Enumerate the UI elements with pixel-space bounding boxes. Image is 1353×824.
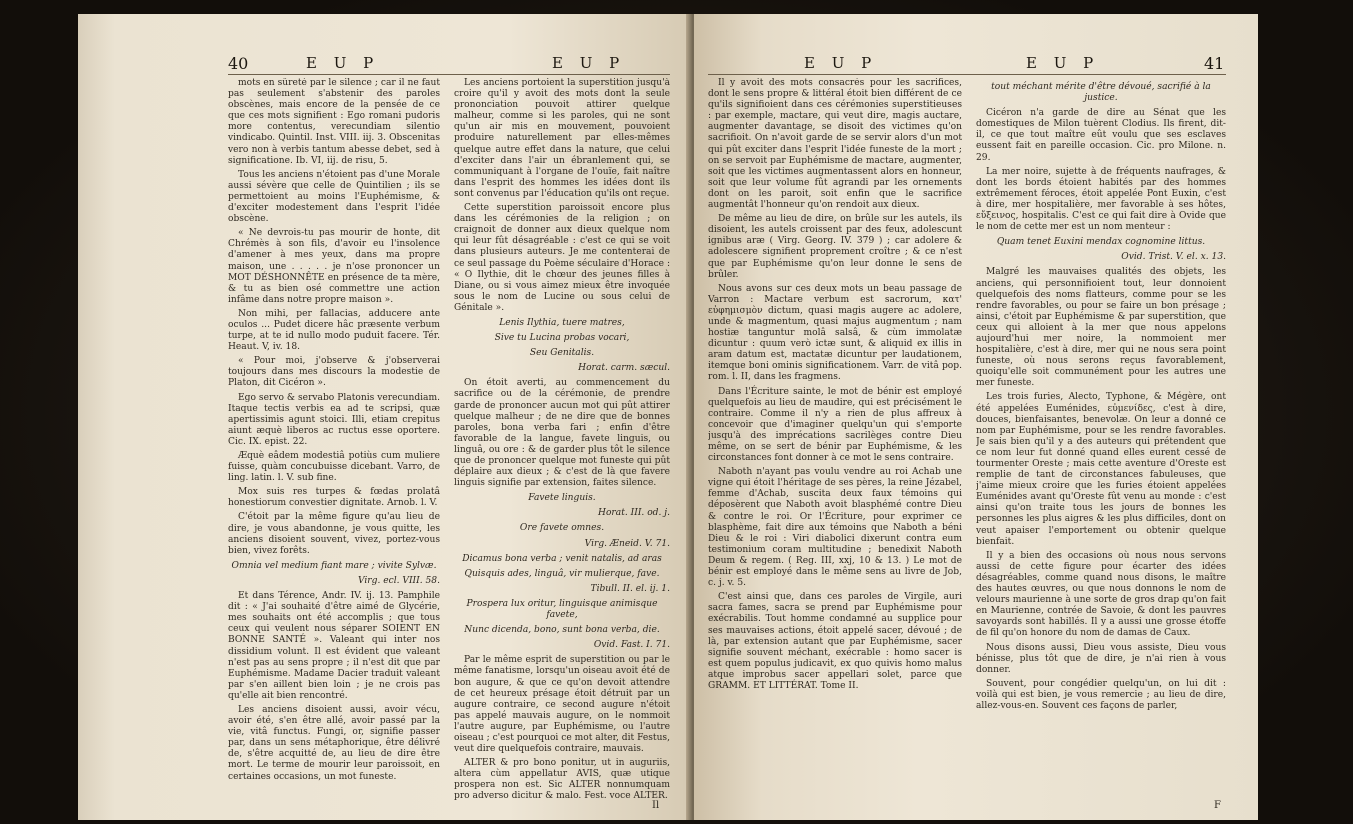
paragraph: Horat. III. od. j. [598,508,670,519]
paragraph: tout méchant mérite d'être dévoué, sacrifié à la justice. [991,82,1211,104]
paragraph: C'est ainsi que, dans ces paroles de Virgile, auri sacra fames, sacra se prend par Euphémisme pour exécrabilis. Tout homme condamné au supplice pour ses mauvaises actions, étoit appelé sacer, dévoué ; de là, par extension autant que par Euphémisme, sacer signifie souvent méchant, exécrable : homo sacer is est quem populus judicavit, ex quo quivis homo malus atque improbus sacer appellari solet, parce que GRAMM. ET LITTÉRAT. Tome II. [708,592,962,691]
left-page [78,14,692,820]
left-page-custos: Il [652,800,660,811]
paragraph: ALTER & pro bono ponitur, ut in auguriis, altera cùm appellatur AVIS, quæ utique prospera non est. Sic ALTER nonnumquam pro adverso dicitur & malo. Fest. voce ALTER. [454,758,670,802]
paragraph: Lenis Ilythia, tuere matres, [499,317,625,328]
paragraph: Cicéron n'a garde de dire au Sénat que les domestiques de Milon tuèrent Clodius. Ils firent, dit-il, ce que tout maître eût voulu que ses esclaves eussent fait en pareille occasion. Cic. pro Milone. n. 29. [976,108,1226,163]
paragraph: Virg. ecl. VIII. 58. [357,575,440,586]
paragraph: Cette superstition paroissoit encore plus dans les cérémonies de la religion ; on craignoit de donner aux dieux quelque nom qui leur fût désagréable : c'est ce qui se voit dans plusieurs auteurs. Je me contenterai de ce seul passage du Poème séculaire d'Horace : « O Ilythie, dit le chœur des jeunes filles à Diane, ou si vous aimez mieux être invoquée sous le nom de Lucine ou sous celui de Génitale ». [454,203,670,313]
paragraph: Tibull. II. el. ij. 1. [590,583,670,594]
right-page-column-1 [708,78,962,808]
paragraph: Les anciens disoient aussi, avoir vécu, avoir été, s'en être allé, avoir passé par la vie, vitâ functus. Fungi, or, signifie passer par, dans un sens métaphorique, être délivré de, s'être acquitté de, au lieu de dire être mort. Le terme de mourir leur paroissoit, en certaines occasions, un mot funeste. [228,704,440,782]
paragraph: Naboth n'ayant pas voulu vendre au roi Achab une vigne qui étoit l'héritage de ses pères, la reine Jézabel, femme d'Achab, suscita deux faux témoins qui déposèrent que Naboth avoit blasphémé contre Dieu & contre le roi. Or l'Écriture, pour exprimer ce blasphème, fait dire aux témoins que Naboth a béni Dieu & le roi : Viri diabolici dixerunt contra eum testimonium coram multitudine ; benedixit Naboth Deum & regem. ( Reg. III, xxj, 10 & 13. ) Le mot de bénir est employé dans le même sens au livre de Job, c. j. v. 5. [708,467,962,589]
paragraph: Ego servo & servabo Platonis verecundiam. Itaque tectis verbis ea ad te scripsi, quæ apertissimis agunt stoici. Illi, etiam crepitus aiunt æquè liberos ac ructus esse oportere. Cic. IX. epist. 22. [228,392,440,447]
right-page-heading-right: E U P [1026,54,1100,72]
paragraph: « Pour moi, j'observe & j'observerai toujours dans mes discours la modestie de Platon, dit Cicéron ». [228,356,440,389]
paragraph: Ovid. Fast. I. 71. [593,640,670,651]
paragraph: Quam tenet Euxini mendax cognomine littus. [996,237,1206,248]
paragraph: Mox suis res turpes & fœdas prolatâ honestiorum convestier dignitate. Arnob. l. V. [228,487,440,509]
paragraph: Dans l'Écriture sainte, le mot de bénir est employé quelquefois au lieu de maudire, qui est précisément le contraire. Comme il n'y a rien de plus affreux à concevoir que d'imaginer quelqu'un qui s'emporte jusqu'à des imprécations sacrilèges contre Dieu même, on se sert de bénir par Euphémisme, & les circonstances font donner à ce mot le sens contraire. [708,386,962,464]
paragraph: Nous avons sur ces deux mots un beau passage de Varron : Mactare verbum est sacrorum, κατ' εὐφημισμὸν dictum, quasi magis augere ac adolere, unde & magmentum, quasi majus augmentum ; nam hostiæ tanguntur molâ salsâ, & cùm immolatæ dicuntur : quum verò ictæ sunt, & aliquid ex illis in aram datum est, mactatæ dicuntur per laudationem, itemque boni ominis significationem. Varr. de vitâ pop. rom. l. II, dans les fragmens. [708,283,962,383]
paragraph: De même au lieu de dire, on brûle sur les autels, ils disoient, les autels croissent par des feux, adolescunt ignibus aræ ( Virg. Georg. IV. 379 ) ; car adolere & adolescere signifient proprement croître ; & ce n'est que par Euphémisme qu'on leur donne le sens de brûler. [708,214,962,280]
paragraph: Non mihi, per fallacias, adducere ante oculos ... Pudet dicere hâc præsente verbum turpe, at te id nullo modo puduit facere. Tér. Heaut. V, iv. 18. [228,308,440,353]
paragraph: Par le même esprit de superstition ou par le même fanatisme, lorsqu'un oiseau avoit été de bon augure, & que ce qu'on devoit attendre de cet heureux présage étoit détruit par un augure contraire, ce second augure n'étoit pas appelé mauvais augure, on le nommoit l'autre augure, par Euphémisme, ou l'autre oiseau ; c'est pourquoi ce mot alter, dit Festus, veut dire quelquefois contraire, mauvais. [454,655,670,755]
left-page-heading-right: E U P [552,54,626,72]
paragraph: Les trois furies, Alecto, Typhone, & Mégère, ont été appelées Euménides, εὐμενίδες, c'est à dire, douces, bienfaisantes, benevolæ. On leur a donné ce nom par Euphémisme, pour se les rendre favorables. Je sais bien qu'il y a des auteurs qui prétendent que ce nom leur fut donné quand elles eurent cessé de tourmenter Oreste ; mais cette aventure d'Oreste est remplie de tant de circonstances fabuleuses, que j'aime mieux croire que les furies étoient appelées Euménides avant qu'Oreste fût venu au monde : c'est ainsi qu'on traite tous les jours de bonnes les personnes les plus aigres & les plus difficiles, dont on veut apaiser l'emportement ou obtenir quelque bienfait. [976,392,1226,547]
right-page-custos: F [1214,800,1221,811]
paragraph: Seu Genitalis. [529,348,595,359]
paragraph: Malgré les mauvaises qualités des objets, les anciens, qui personnifioient tout, leur donnoient quelquefois des noms flatteurs, comme pour se les rendre favorables, ou pour se faire un bon présage ; ainsi, c'étoit par Euphémisme & par superstition, que ceux qui alloient à la mer que nous appelons aujourd'hui mer noire, la nommoient mer hospitalière, c'est à dire, mer qui ne nous sera point funeste, où nous serons reçus favorablement, quoiqu'elle soit communément pour les autres une mer funeste. [976,267,1226,389]
right-page-heading-left: E U P [804,54,878,72]
paragraph: Quisquis ades, linguâ, vir mulierque, fave. [464,568,660,579]
paragraph: La mer noire, sujette à de fréquents naufrages, & dont les bords étoient habités par des hommes extrêmement féroces, étoit appelée Pont Euxin, c'est à dire, mer hospitalière, mer favorable à ses hôtes, εὔξεινος, hospitalis. C'est ce qui fait dire à Ovide que le nom de cette mer est un nom menteur : [976,166,1226,233]
left-page-number: 40 [228,54,249,73]
paragraph: Ovid. Trist. V. el. x. 13. [1121,252,1226,263]
paragraph: mots en sûreté par le silence ; car il ne faut pas seulement s'abstenir des paroles obscènes, mais encore de la pensée de ce que ces mots signifient : Ego romani pudoris more contentus, verecundiam silentio vindicabo. Quintil. Inst. VIII. iij. 3. Obscenitas vero non à verbis tantum abesse debet, sed à significatione. Ib. VI, iij. de risu, 5. [228,78,440,166]
paragraph: Il y a bien des occasions où nous nous servons aussi de cette figure pour écarter des idées désagréables, comme quand nous disons, le maître des hautes œuvres, ou que nous donnons le nom de velours maurienne à une sorte de gros drap qu'on fait en Maurienne, contrée de Savoie, & dont les pauvres savoyards sont habillés. Il y a aussi une grosse étoffe de fil qu'on honore du nom de damas de Caux. [976,550,1226,639]
right-page-number: 41 [1204,54,1225,73]
paragraph: Omnia vel medium fiant mare ; vivite Sylvæ. [231,560,437,571]
paragraph: Prospera lux oritur, linguisque animisque favete, [466,598,658,621]
paragraph: « Ne devrois-tu pas mourir de honte, dit Chrémès à son fils, d'avoir eu l'insolence d'amener à mes yeux, dans ma propre maison, une . . . . . je n'ose prononcer un MOT DÉSHONNÊTE en présence de ta mère, & tu as bien osé commettre une action infâme dans notre propre maison ». [228,228,440,305]
paragraph: Virg. Æneid. V. 71. [584,538,670,549]
right-page-column-2 [976,78,1226,808]
right-header-rule [708,74,1226,75]
paragraph: Horat. carm. sæcul. [578,363,670,374]
left-page-column-1 [228,78,440,808]
paragraph: Favete linguis. [528,493,596,504]
right-page [694,14,1258,820]
paragraph: Il y avoit des mots consacrés pour les sacrifices, dont le sens propre & littéral étoit bien différent de ce qu'ils signifioient dans ces cérémonies superstitieuses : par exemple, mactare, qui veut dire, magis auctare, augmenter davantage, se disoit des victimes qu'on sacrifioit. On n'avoit garde de se servir alors d'un mot qui pût exciter dans l'esprit l'idée funeste de la mort ; on se servoit par Euphémisme de mactare, augmenter, soit que les victimes augmentassent alors en honneur, soit que leur volume fût agrandi par les ornements dont on les paroit, soit enfin que le sacrifice augmentât l'honneur qu'on rendoit aux dieux. [708,78,962,211]
paragraph: Tous les anciens n'étoient pas d'une Morale aussi sévère que celle de Quintilien ; ils se permettoient au moins l'Euphémisme, & d'exciter modestement dans l'esprit l'idée obscène. [228,169,440,225]
paragraph: Nous disons aussi, Dieu vous assiste, Dieu vous bénisse, plus tôt que de dire, je n'ai rien à vous donner. [976,642,1226,675]
left-page-heading-left: E U P [306,54,380,72]
paragraph: Dicamus bona verba ; venit natalis, ad aras [462,553,662,564]
paragraph: Et dans Térence, Andr. IV. ij. 13. Pamphile dit : « J'ai souhaité d'être aimé de Glycérie, mes souhaits ont été accomplis ; que tous ceux qui veulent nous séparer SOIENT EN BONNE SANTÉ ». Valeant qui inter nos dissidium volunt. Il est évident que valeant n'est pas au sens propre ; il n'est dit que par Euphémisme. Madame Dacier traduit valeant par s'en aillent bien loin ; je ne crois pas qu'elle ait bien rencontré. [228,591,440,701]
paragraph: On étoit averti, au commencement du sacrifice ou de la cérémonie, de prendre garde de prononcer aucun mot qui pût attirer quelque malheur ; de ne dire que de bonnes paroles, bona verba fari ; enfin d'être favorable de la langue, favete linguis, ou linguâ, ou ore : & de garder plus tôt le silence que de prononcer quelque mot funeste qui pût déplaire aux dieux ; & c'est de là que favere linguis signifie par extension, faites silence. [454,378,670,489]
paragraph: C'étoit par la même figure qu'au lieu de dire, je vous abandonne, je vous quitte, les anciens disoient souvent, vivez, portez-vous bien, vivez forêts. [228,512,440,556]
paragraph: Sive tu Lucina probas vocari, [494,333,630,344]
paragraph: Les anciens portoient la superstition jusqu'à croire qu'il y avoit des mots dont la seule prononciation pouvoit attirer quelque malheur, comme si les paroles, qui ne sont qu'un air mis en mouvement, pouvoient produire naturellement par elles-mêmes quelque autre effet dans la nature, que celui d'exciter dans l'air un ébranlement qui, se communiquant à l'organe de l'ouïe, fait naître dans l'esprit des hommes les idées dont ils sont convenus par l'éducation qu'ils ont reçue. [454,78,670,199]
paragraph: Nunc dicenda, bono, sunt bona verba, die. [464,625,660,636]
left-header-rule [228,74,670,75]
paragraph: Souvent, pour congédier quelqu'un, on lui dit : voilà qui est bien, je vous remercie ; au lieu de dire, allez-vous-en. Souvent ces façons de parler, [976,678,1226,711]
paragraph: Ore favete omnes. [519,523,605,534]
left-page-column-2 [454,78,670,808]
paragraph: Æquè eâdem modestiâ potiùs cum muliere fuisse, quàm concubuisse dicebant. Varro, de ling. latin. l. V. sub fine. [228,451,440,484]
